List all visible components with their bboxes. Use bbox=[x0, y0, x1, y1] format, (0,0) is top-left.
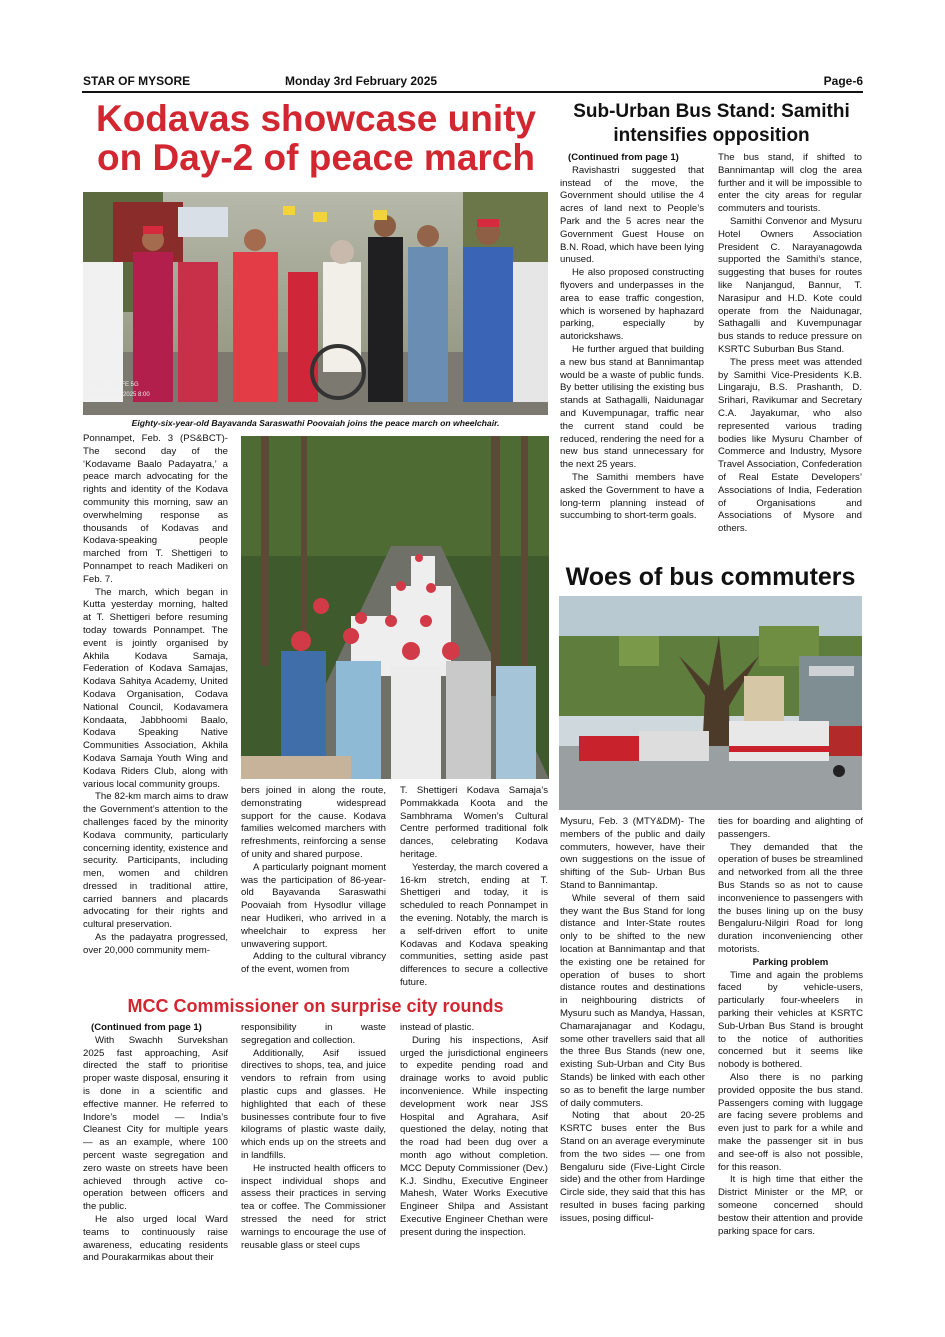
kodava-road-photo bbox=[241, 436, 549, 779]
paragraph: With Swachh Survekshan 2025 fast approaching, Asif directed the staff to prioritise proper waste disposal, ensuring it is done in a scientific and effective manner. He referred to Indore’s model — India’s Cleanest City for multiple years — as an example, where 100 percent waste segregation and zero waste on streets have been achieved through active co-operation between officers and the public. bbox=[83, 1034, 228, 1213]
suburban-column-1 bbox=[560, 152, 704, 523]
paragraph: bers joined in along the route, demonstrating widespread support for the cause. Kodava families welcomed marchers with refreshments, reinforcing a sense of unity and shared purpose. bbox=[241, 785, 386, 860]
paragraph: Mysuru, Feb. 3 (MTY&DM)- The members of the public and daily commuters, however, have their own suggestions on the issue of shifting of the Sub- Urban Bus Stand to Bannimantap. bbox=[560, 816, 705, 891]
paragraph: They demanded that the operation of buses be streamlined and networked from all the three Bus Stands so as not to cause inconvenience to passengers with the buses lining up on the busy Bengaluru-Nilgiri Road for long duration inconveniencing other motorists. bbox=[718, 841, 863, 955]
suburban-column-2 bbox=[718, 152, 862, 536]
masthead-rule bbox=[82, 91, 863, 93]
suburban-headline-line-2: intensifies opposition bbox=[613, 125, 810, 146]
paragraph: ties for boarding and alighting of passengers. bbox=[718, 816, 863, 840]
paragraph: It is high time that either the District Minister or the MP, or someone concerned should bestow their attention and provide parking space for cars. bbox=[718, 1174, 863, 1237]
paragraph: As the padayatra progressed, over 20,000 community mem- bbox=[83, 932, 228, 956]
paragraph: Ravishastri suggested that instead of the move, the Government should utilise the 4 acres of land next to People’s Park and the 5 acres near the Government Guest House on B.N. Road, which have been lying unused. bbox=[560, 164, 704, 266]
paragraph: Ponnampet, Feb. 3 (PS&BCT)- The second day of the ‘Kodavame Baalo Padayatra,’ a peace march advocating for the rights and identity of the Kodava community this morning, saw an overwhelming response as thousands of Kodavas and Kodava-speaking people marched from T. Shettigeri to Ponnampet to reach Madikeri on Feb. 7. bbox=[83, 433, 228, 585]
suburban-headline-line-1: Sub-Urban Bus Stand: Samithi bbox=[573, 101, 850, 122]
kodava-column-2 bbox=[241, 785, 386, 977]
paragraph: Additionally, Asif issued directives to shops, tea, and juice vendors to refrain from using plastic cups and glasses. He highlighted that each of these businesses contribute four to five kilograms of plastic waste daily, which ends up on the streets and in landfills. bbox=[241, 1047, 386, 1161]
paragraph: Noting that about 20-25 KSRTC buses enter the Bus Stand on an average everyminute from the two sides — one from Bengaluru side (Five-Light Circle side) and the other from Hardinge Circle side, they said that this has resulted in buses facing parking issues, posing difficul- bbox=[560, 1110, 705, 1224]
paragraph: During his inspections, Asif urged the jurisdictional engineers to expedite pending road and drainage works to avoid public inconvenience. While inspecting development work near JSS Hospital and Agrahara, Asif questioned the delay, noting that the road had been dug over a month ago without completion. MCC Deputy Commissioner (Dev.) K.J. Sindhu, Executive Engineer Mahesh, Water Works Executive Engineer Shilpa and Assistant Executive Engineer Chethan were present during the inspection. bbox=[400, 1034, 548, 1238]
mcc-column-1 bbox=[83, 1022, 228, 1265]
photo-stamp-2: 03 February 2025 8:00 bbox=[89, 392, 150, 398]
paragraph: The press meet was attended by Samithi Vice-Presidents K.B. Lingaraju, B.S. Prashanth, D. Srihari, Ravikumar and Secretary C.A. Jayakumar, who also represented various trading bodies like Mysuru Chamber of Commerce and Industry, Mysore Travel Association, Confederation of Real Estate Developers’ Associations of India, Federation of Organisations and Associations of Mysore and others. bbox=[718, 356, 862, 535]
suburban-headline bbox=[560, 100, 863, 148]
paragraph: He further argued that building a new bus stand at Bannimantap would be a waste of public funds. By better utilising the existing bus stands at Sathagalli, Naidunagar and Kuvempunagar, traffic near the current stand could be reduced, rendering the need for a new bus stand unnecessary for the next 25 years. bbox=[560, 343, 704, 471]
kodava-headline bbox=[86, 100, 546, 178]
paragraph: The 82-km march aims to draw the Government’s attention to the challenges faced by the minority Kodava community, particularly concerning identity, existence and security. Participants, including men, women and children dressed in traditional attire, carried banners and placards advocating for their rights and cultural preservation. bbox=[83, 791, 228, 931]
paragraph: The Samithi members have asked the Government to have a long-term planning instead of succumbing to short-term goals. bbox=[560, 471, 704, 522]
paragraph: He also urged local Ward teams to continuously raise awareness, educating residents and Pourakarmikas about their bbox=[83, 1213, 228, 1264]
continued-label: (Continued from page 1) bbox=[568, 152, 679, 163]
photo-stamp-1: Galaxy A21 FE 5G bbox=[89, 382, 139, 388]
page-number: Page-6 bbox=[823, 74, 863, 88]
kodava-headline-line-2: on Day-2 of peace march bbox=[97, 136, 535, 178]
paragraph: He instructed health officers to inspect individual shops and assess their practices in serving tea or coffee. The Commissioner stressed the need for strict warnings to encourage the use of reusable glass or steel cups bbox=[241, 1162, 386, 1251]
paragraph: responsibility in waste segregation and collection. bbox=[241, 1022, 386, 1046]
paragraph: The march, which began in Kutta yesterday morning, halted at T. Shettigeri before resuming today towards Ponnampet. The event is jointly organised by Akhila Kodava Samaja, Federation of Kodava Samajas, Kodava Sahitya Academy, United Kodava Organisation, Codava National Council, Kodavamera Kondaata, Jabbhoomi Baalo, Kodava Speaking Native Communities Association, Akhila Kodava Samaja Youth Wing and Kodava Riders Club, along with various local community groups. bbox=[83, 586, 228, 790]
kodava-headline-line-1: Kodavas showcase unity bbox=[95, 98, 537, 139]
mcc-column-2 bbox=[241, 1022, 386, 1252]
paragraph: Also there is no parking provided opposite the bus stand. Passengers coming with luggage are facing severe problems and even just to park for a while and make the passenger sit in bus and see-off is also not possible, for this reason. bbox=[718, 1071, 863, 1173]
paragraph: The bus stand, if shifted to Bannimantap will clog the area further and it will be impossible to enter the city areas for regular commuters and tourists. bbox=[718, 152, 862, 215]
paragraph: A particularly poignant moment was the participation of 86-year-old Bayavanda Saraswathi Poovaiah from Hysodlur village near Hudikeri, who arrived in a wheelchair to express her unwavering support. bbox=[241, 861, 386, 950]
paragraph: instead of plastic. bbox=[400, 1022, 475, 1033]
woes-headline: Woes of bus commuters bbox=[565, 563, 856, 591]
continued-label: (Continued from page 1) bbox=[91, 1022, 202, 1033]
paragraph: T. Shettigeri Kodava Samaja’s Pommakkada Koota and the Sambhrama Women’s Cultural Centre performed traditional folk dances, celebrating Kodava heritage. bbox=[400, 785, 548, 860]
paragraph: Adding to the cultural vibrancy of the event, women from bbox=[241, 951, 386, 976]
kodava-column-1 bbox=[83, 433, 228, 958]
parking-subhead: Parking problem bbox=[752, 956, 829, 968]
paragraph: Samithi Convenor and Mysuru Hotel Owners Association President C. Narayanagowda supported the Samithi’s stance, suggesting that buses for routes like Nanjangud, Bannur, T. Narasipur and H.D. Kote could operate from the Naidunagar, Sathagalli and Kuvempunagar bus stands to reduce pressure on KSRTC Suburban Bus Stand. bbox=[718, 215, 862, 355]
paper-name: STAR OF MYSORE bbox=[83, 74, 191, 88]
kodava-main-photo bbox=[83, 192, 548, 415]
mcc-column-3 bbox=[400, 1022, 548, 1240]
woes-column-2 bbox=[718, 816, 863, 1238]
paragraph: He also proposed constructing flyovers and underpasses in the area to ease traffic congestion, which is worsened by haphazard parking, especially by autorickshaws. bbox=[560, 267, 704, 343]
woes-column-1 bbox=[560, 816, 705, 1226]
woes-bus-photo bbox=[559, 596, 862, 810]
kodava-photo-caption: Eighty-six-year-old Bayavanda Saraswathi Poovaiah joins the peace march on wheelchair. bbox=[131, 418, 500, 428]
paragraph: Time and again the problems faced by vehicle-users, particularly four-wheelers in parking their vehicles at KSRTC Sub-Urban Bus Stand is brought to the notice of authorities concerned but it seems like nobody is bothered. bbox=[718, 969, 863, 1071]
issue-date: Monday 3rd February 2025 bbox=[285, 74, 438, 88]
paragraph: While several of them said they want the Bus Stand for long distance and Inter-State routes only to be shifted to the new location at Bannimantap and that the existing one be retained for operation of buses to short distance routes and destinations in neighbouring districts of Mysuru such as Mandya, Hassan, Chamarajanagar and Kodagu, some other travellers said that all the three Bus Stands (new one, existing Sub-Urban and City Bus Stands) be linked with each other so as to benefit the large number of daily commuters. bbox=[560, 892, 705, 1109]
paragraph: Yesterday, the march covered a 16-km stretch, ending at T. Shettigeri and today, it is scheduled to reach Ponnampet in the evening. Notably, the march is a self-driven effort to unite Kodavas and Kodava speaking communities, setting aside past differences to secure a collective future. bbox=[400, 861, 548, 988]
mcc-headline: MCC Commissioner on surprise city rounds bbox=[127, 996, 504, 1016]
kodava-column-3 bbox=[400, 785, 548, 990]
